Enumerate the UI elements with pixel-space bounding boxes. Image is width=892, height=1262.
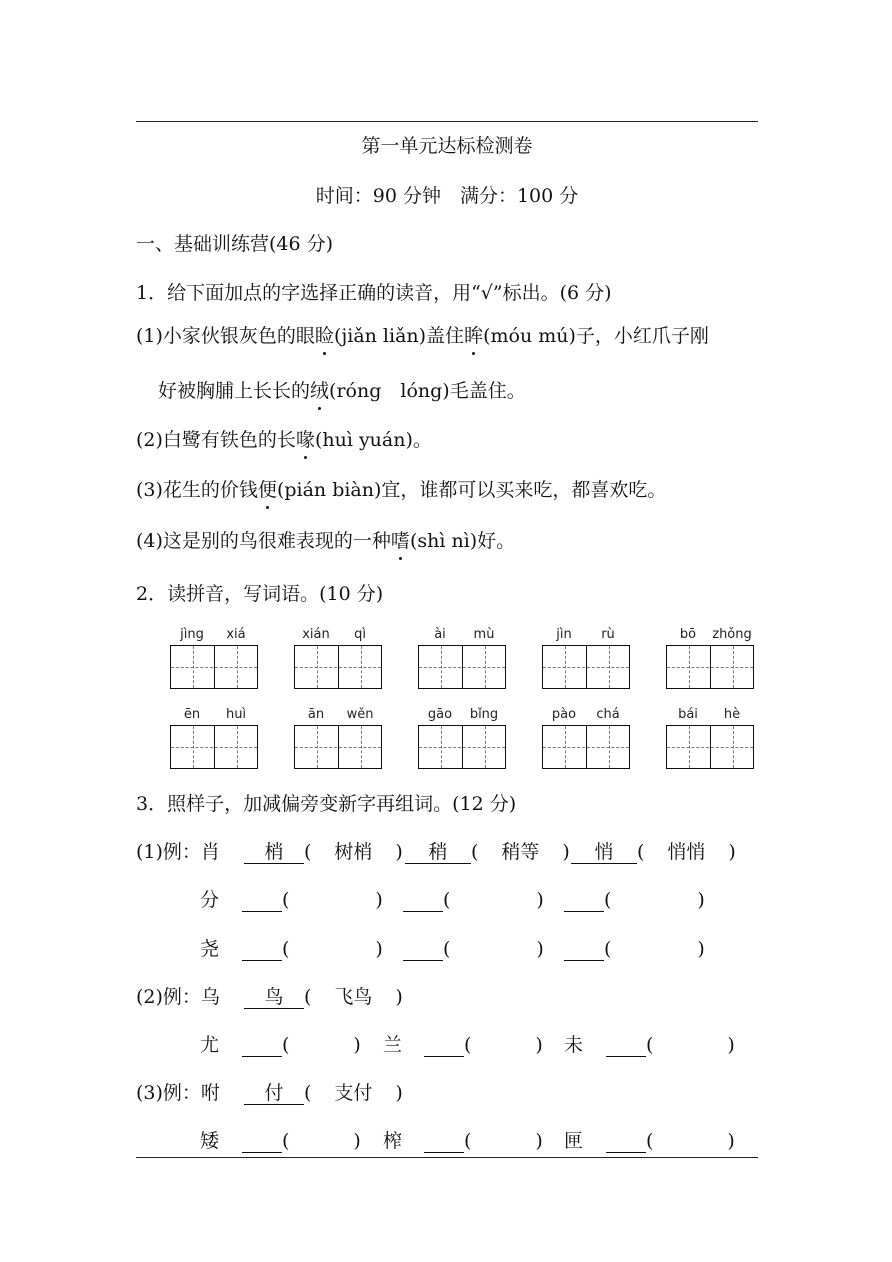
dotted-char: 绒 <box>310 380 330 402</box>
example-answer: 稍 ( 稍等 ) <box>405 840 570 864</box>
answer-blank[interactable]: ( ) <box>606 1033 735 1057</box>
pinyin-syllable: huì <box>225 707 247 722</box>
answer-blank[interactable]: ( ) <box>564 937 705 961</box>
example-char: 梢 <box>244 841 304 864</box>
base-char: 未 <box>564 1034 584 1056</box>
answer-blank[interactable]: ( ) <box>424 1033 543 1057</box>
question-1-item-1 <box>136 324 709 348</box>
base-char: 尤 <box>200 1034 220 1056</box>
example-word: 飞鸟 <box>334 986 373 1008</box>
item-2-text: (2)白鹭有铁色的长 <box>136 429 296 451</box>
item-1-cont-text: 好被胸脯上长长的 <box>158 380 311 402</box>
pinyin-syllable: wěn <box>346 707 374 722</box>
bottom-rule <box>136 1157 758 1158</box>
pinyin-syllable: chá <box>596 707 620 722</box>
example-word: 稍等 <box>501 841 540 863</box>
section-heading: 一、基础训练营(46 分) <box>136 233 334 255</box>
item-1-text-a: (1)小家伙银灰色的眼 <box>136 325 315 347</box>
base-char: 兰 <box>383 1034 403 1056</box>
dotted-char: 睑 <box>314 325 334 347</box>
base-char: 矮 <box>200 1130 220 1152</box>
example-char: 付 <box>244 1082 304 1105</box>
question-2-title: 2．读拼音，写词语。(10 分) <box>136 583 384 605</box>
pinyin-syllable: jìng <box>180 627 204 642</box>
time-score-info: 时间：90 分钟 满分：100 分 <box>315 185 579 207</box>
base-char: 分 <box>200 889 220 911</box>
example-char: 悄 <box>571 841 637 864</box>
answer-blank[interactable]: ( ) <box>403 937 544 961</box>
dotted-char: 喙 <box>295 429 315 451</box>
pinyin-syllable: ēn <box>183 707 201 722</box>
pinyin-syllable: xián <box>302 627 330 642</box>
question-1-item-3 <box>136 478 666 502</box>
answer-blank[interactable]: ( ) <box>403 888 544 912</box>
answer-blank[interactable]: ( ) <box>242 888 383 912</box>
item-3-text: (3)花生的价钱 <box>136 479 258 501</box>
question-1-item-4 <box>136 529 515 553</box>
item-3-options: (pián biàn)宜，谁都可以买来吃，都喜欢吃。 <box>276 479 667 501</box>
writing-box[interactable] <box>170 627 258 689</box>
pinyin-syllable: gāo <box>427 707 453 722</box>
pinyin-syllable: bái <box>678 707 698 722</box>
pinyin-syllable: ān <box>307 707 325 722</box>
answer-blank[interactable]: ( ) <box>242 1033 361 1057</box>
writing-box[interactable] <box>170 707 258 769</box>
item-1-options-a: (jiǎn liǎn)盖住 <box>333 325 465 347</box>
question-1-item-1-cont <box>158 379 526 403</box>
writing-box[interactable] <box>294 627 382 689</box>
base-char: 匣 <box>564 1130 584 1152</box>
example-word: 树梢 <box>334 841 373 863</box>
item-2-options: (huì yuán)。 <box>314 429 432 451</box>
pinyin-syllable: hè <box>723 707 741 722</box>
pinyin-syllable: pào <box>551 707 577 722</box>
answer-blank[interactable]: ( ) <box>242 937 383 961</box>
writing-box[interactable] <box>418 707 506 769</box>
question-1-item-2 <box>136 428 432 452</box>
pinyin-syllable: mù <box>473 627 495 642</box>
example-word: 支付 <box>334 1082 373 1104</box>
example-answer: 付 ( 支付 ) <box>244 1081 403 1105</box>
pinyin-syllable: qì <box>354 627 366 642</box>
pinyin-syllable: rù <box>601 627 615 642</box>
pinyin-syllable: xiá <box>226 627 246 642</box>
q3-part1-label: (1)例：肖 <box>136 841 220 863</box>
writing-box[interactable] <box>542 707 630 769</box>
question-1-title: 1．给下面加点的字选择正确的读音，用“√”标出。(6 分) <box>136 282 612 304</box>
item-4-text: (4)这是别的鸟很难表现的一种 <box>136 530 391 552</box>
item-4-options: (shì nì)好。 <box>409 530 516 552</box>
example-answer: 悄 ( 悄悄 ) <box>571 840 736 864</box>
top-rule <box>136 121 758 122</box>
example-char: 鸟 <box>244 986 304 1009</box>
example-answer: 鸟 ( 飞鸟 ) <box>244 985 403 1009</box>
answer-blank[interactable]: ( ) <box>424 1129 543 1153</box>
answer-blank[interactable]: ( ) <box>564 888 705 912</box>
item-1-options-b: (móu mú)子，小红爪子刚 <box>483 325 709 347</box>
q3-part2-label: (2)例：乌 <box>136 986 220 1008</box>
writing-box[interactable] <box>666 627 754 689</box>
dotted-char: 嗜 <box>390 530 410 552</box>
question-3-title: 3．照样子，加减偏旁变新字再组词。(12 分) <box>136 793 517 815</box>
item-1-cont-options: (róng lóng)毛盖住。 <box>329 380 526 402</box>
answer-blank[interactable]: ( ) <box>242 1129 361 1153</box>
example-char: 稍 <box>405 841 471 864</box>
answer-blank[interactable]: ( ) <box>606 1129 735 1153</box>
pinyin-syllable: jìn <box>556 627 572 642</box>
writing-box[interactable] <box>418 627 506 689</box>
page-title: 第一单元达标检测卷 <box>361 135 533 157</box>
writing-box[interactable] <box>666 707 754 769</box>
pinyin-syllable: ài <box>434 627 446 642</box>
example-word: 悄悄 <box>667 841 706 863</box>
base-char: 尧 <box>200 938 220 960</box>
dotted-char: 便 <box>257 479 277 501</box>
base-char: 榨 <box>383 1130 403 1152</box>
pinyin-syllable: bō <box>679 627 697 642</box>
pinyin-syllable: zhǒng <box>712 627 752 642</box>
writing-box[interactable] <box>542 627 630 689</box>
q3-part3-label: (3)例：咐 <box>136 1082 220 1104</box>
writing-box[interactable] <box>294 707 382 769</box>
example-answer: 梢 ( 树梢 ) <box>244 840 403 864</box>
pinyin-syllable: bǐng <box>469 707 499 722</box>
dotted-char: 眸 <box>464 325 484 347</box>
